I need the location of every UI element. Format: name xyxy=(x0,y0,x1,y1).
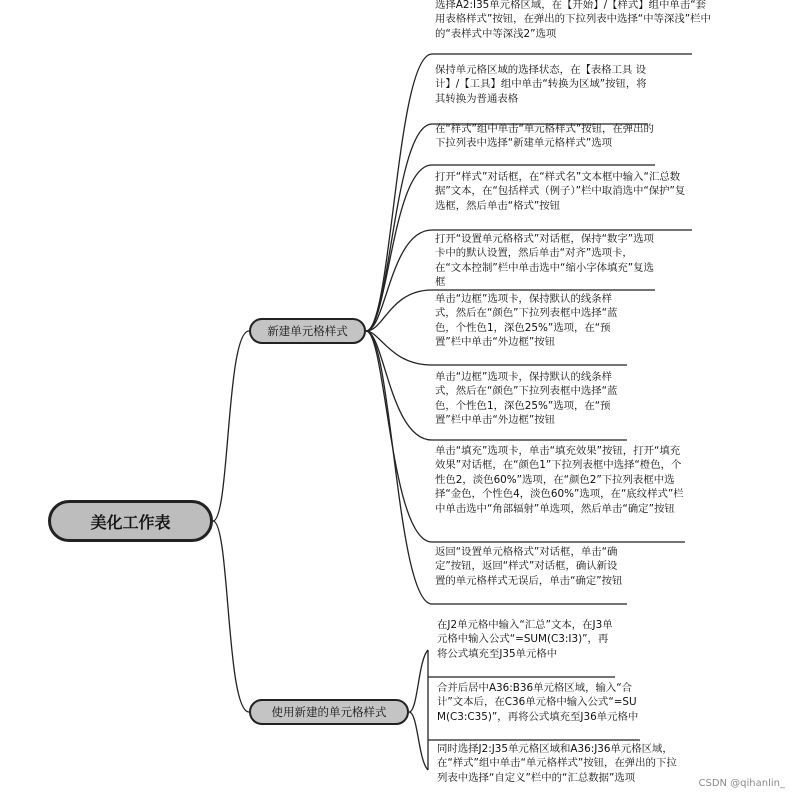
step-12-text: 同时选择J2:J35单元格区域和A36:J36单元格区域，在“样式”组中单击“单元格样式”按钮，在弹出的下拉列表中选择“自定义”栏中的“汇总数据”选项 xyxy=(437,743,677,784)
connector-root-branch2 xyxy=(213,521,249,712)
branch-node-use-cell-style[interactable] xyxy=(249,699,409,725)
step-7-text: 单击“边框”选项卡，保持默认的线条样式，然后在“颜色”下拉列表框中选择“蓝色，个性色1，深色25%”选项，在“预置”栏中单击“外边框”按钮 xyxy=(435,371,618,427)
step-2-text: 保持单元格区域的选择状态，在【表格工具 设计】/【工具】组中单击“转换为区域”按钮，将其转换为普通表格 xyxy=(435,64,647,105)
step-6-text: 单击“边框”选项卡，保持默认的线条样式，然后在“颜色”下拉列表框中选择“蓝色，个性色1，深色25%”选项，在“预置”栏中单击“外边框”按钮 xyxy=(435,293,618,349)
step-11-text: 合并后居中A36:B36单元格区域，输入“合计”文本后，在C36单元格中输入公式“=SUM(C3:C35)”，再将公式填充至J36单元格中 xyxy=(437,682,639,723)
root-node[interactable] xyxy=(48,500,213,542)
connector-branch1-step1 xyxy=(366,54,432,331)
step-1-text: 选择A2:I35单元格区域，在【开始】/【样式】组中单击“套用表格样式”按钮，在弹出的下拉列表中选择“中等深浅”栏中的“表样式中等深浅2”选项 xyxy=(435,0,711,40)
watermark: CSDN @qihanlin_ xyxy=(698,778,785,789)
connector-branch2-group xyxy=(409,650,428,770)
step-3-text: 在“样式”组中单击“单元格样式”按钮，在弹出的下拉列表中选择“新建单元格样式”选项 xyxy=(435,123,654,150)
connector-branch1-step3 xyxy=(366,165,432,331)
root-label: 美化工作表 xyxy=(90,512,171,532)
step-9-text: 返回“设置单元格格式”对话框，单击“确定”按钮，返回“样式”对话框，确认新设置的单元格样式无误后，单击“确定”按钮 xyxy=(435,546,623,587)
connector-branch1-step5 xyxy=(366,290,432,331)
step-10-text: 在J2单元格中输入“汇总”文本，在J3单元格中输入公式“=SUM(C3:I3)”，再将公式填充至J35单元格中 xyxy=(437,619,613,660)
connector-branch1-step2 xyxy=(366,124,432,331)
step-5-text: 打开“设置单元格格式”对话框，保持“数字”选项卡中的默认设置，然后单击“对齐”选项卡，在“文本控制”栏中单击选中“缩小字体填充”复选框 xyxy=(435,233,654,289)
branch-label: 新建单元格样式 xyxy=(267,324,348,338)
step-4-text: 打开“样式”对话框，在“样式名”文本框中输入“汇总数据”文本，在“包括样式（例子）”栏中取消选中“保护”复选框，然后单击“格式”按钮 xyxy=(435,171,686,212)
connector-root-branch1 xyxy=(213,331,249,521)
branch-label: 使用新建的单元格样式 xyxy=(271,705,387,719)
step-8-text: 单击“填充”选项卡，单击“填充效果”按钮，打开“填充效果”对话框，在“颜色1”下拉列表框中选择“橙色，个性色2，淡色60%”选项，在“颜色2”下拉列表框中选择“金色，个性色4，淡色60%”选项，在“底纹样式”栏中单击选中“角部辐射”单选项，然后单击“确定”按钮 xyxy=(435,445,684,515)
connector-branch1-step9 xyxy=(366,331,432,604)
branch-node-new-cell-style[interactable] xyxy=(249,318,366,344)
connector-branch1-step8 xyxy=(366,331,432,542)
